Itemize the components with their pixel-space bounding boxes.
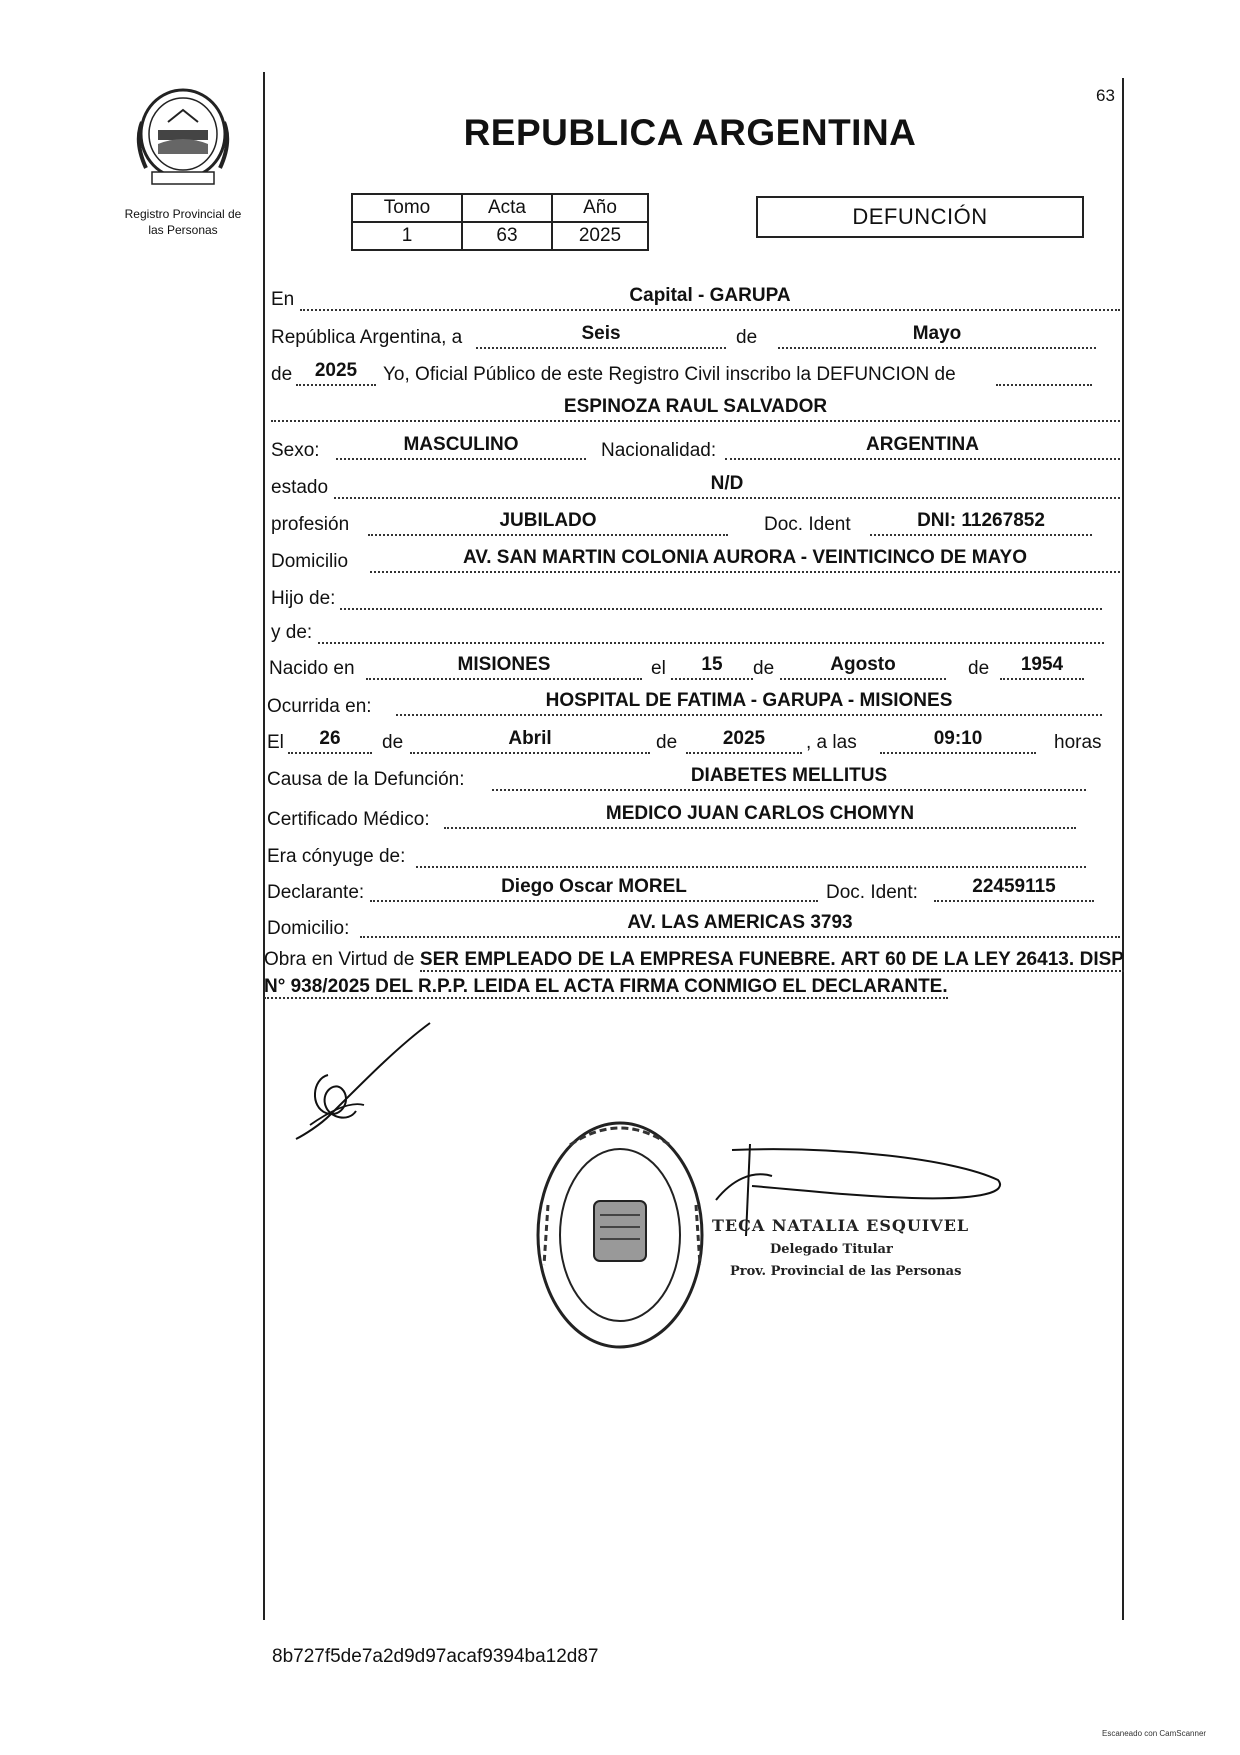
registry-label	[108, 206, 258, 238]
a-las-label: , a las	[806, 732, 857, 753]
de-prefix-label: de	[271, 364, 293, 385]
def-hora-field: 09:10	[880, 728, 1036, 754]
official-office-stamp: Prov. Provincial de las Personas	[730, 1264, 962, 1279]
y-de-label: y de:	[271, 622, 313, 643]
tomo-header: Tomo	[352, 194, 462, 222]
de-label: de	[736, 327, 758, 348]
domicilio-label: Domicilio	[271, 551, 349, 572]
y-de-field	[318, 618, 1104, 644]
hijo-de-label: Hijo de:	[271, 588, 336, 609]
en-label: En	[271, 289, 295, 310]
nacionalidad-label: Nacionalidad:	[601, 440, 717, 461]
nac-mes-field: Agosto	[780, 654, 946, 680]
nac-de-label: de	[753, 658, 775, 679]
obra-label: Obra en Virtud de	[264, 949, 415, 970]
acta-header: Acta	[462, 194, 552, 222]
record-type-box: DEFUNCIÓN	[756, 196, 1084, 238]
domicilio-field: AV. SAN MARTIN COLONIA AURORA - VEINTICINCO DE MAYO	[370, 547, 1120, 573]
ocurrida-en-label: Ocurrida en:	[267, 696, 372, 717]
profesion-field: JUBILADO	[368, 510, 728, 536]
anio-field: 2025	[296, 360, 376, 386]
conyuge-field	[416, 842, 1086, 868]
sexo-field: MASCULINO	[336, 434, 586, 460]
registry-label-line2: las Personas	[148, 223, 218, 237]
sexo-label: Sexo:	[271, 440, 320, 461]
misiones-emblem	[128, 82, 238, 192]
def-mes-field: Abril	[410, 728, 650, 754]
tomo-value: 1	[352, 222, 462, 250]
document-hash: 8b727f5de7a2d9d97acaf9394ba12d87	[272, 1646, 599, 1667]
declarante-doc-label: Doc. Ident:	[826, 882, 918, 903]
obra-paragraph	[264, 946, 1124, 1000]
mes-field: Mayo	[778, 323, 1096, 349]
left-margin-rule	[263, 72, 265, 1620]
nacido-en-label: Nacido en	[269, 658, 355, 679]
doc-field: DNI: 11267852	[870, 510, 1092, 536]
horas-label: horas	[1054, 732, 1102, 753]
def-de-label: de	[382, 732, 404, 753]
def-dia-field: 26	[288, 728, 372, 754]
el-cap-label: El	[267, 732, 284, 753]
anio-value: 2025	[552, 222, 648, 250]
acta-value: 63	[462, 222, 552, 250]
def-anio-field: 2025	[686, 728, 802, 754]
nacido-en-field: MISIONES	[366, 654, 642, 680]
official-name-stamp: TECA NATALIA ESQUIVEL	[712, 1216, 970, 1235]
inscribo-label: Yo, Oficial Público de este Registro Civil inscribo la DEFUNCION de	[383, 364, 956, 385]
causa-field: DIABETES MELLITUS	[492, 765, 1086, 791]
estado-label: estado	[271, 477, 329, 498]
estado-field: N/D	[334, 473, 1120, 499]
registry-label-line1: Registro Provincial de	[124, 207, 242, 221]
right-margin-rule	[1122, 78, 1124, 1620]
record-table-header-row	[352, 194, 648, 222]
certificado-label: Certificado Médico:	[267, 809, 430, 830]
declarante-domicilio-field: AV. LAS AMERICAS 3793	[360, 912, 1120, 938]
profesion-label: profesión	[271, 514, 350, 535]
el-label: el	[651, 658, 666, 679]
nac-de2-label: de	[968, 658, 990, 679]
nac-dia-field: 15	[671, 654, 753, 680]
official-role-stamp: Delegado Titular	[770, 1242, 893, 1257]
declarante-domicilio-label: Domicilio:	[267, 918, 350, 939]
republica-label: República Argentina, a	[271, 327, 463, 348]
declarant-signature	[290, 1015, 450, 1150]
nacionalidad-field: ARGENTINA	[725, 434, 1120, 460]
scanner-note: Escaneado con CamScanner	[1102, 1729, 1207, 1738]
official-round-seal	[530, 1115, 710, 1360]
page-title: REPUBLICA ARGENTINA	[463, 112, 917, 153]
doc-ident-label: Doc. Ident	[764, 514, 851, 535]
obra-field: SER EMPLEADO DE LA EMPRESA FUNEBRE. ART 60 DE LA LEY 26413. DISP N° 938/2025 DEL R.P.P. LEIDA EL ACTA FIRMA CONMIGO EL DECLARANTE.	[264, 949, 1124, 997]
record-table	[351, 193, 649, 251]
ocurrida-en-field: HOSPITAL DE FATIMA - GARUPA - MISIONES	[396, 690, 1102, 716]
certificado-field: MEDICO JUAN CARLOS CHOMYN	[444, 803, 1076, 829]
page-number: 63	[1096, 86, 1115, 105]
declarante-field: Diego Oscar MOREL	[370, 876, 818, 902]
nac-anio-field: 1954	[1000, 654, 1084, 680]
declarante-label: Declarante:	[267, 882, 365, 903]
def-de2-label: de	[656, 732, 678, 753]
nombre-field: ESPINOZA RAUL SALVADOR	[271, 396, 1120, 422]
causa-label: Causa de la Defunción:	[267, 769, 465, 790]
dia-field: Seis	[476, 323, 726, 349]
declarante-doc-field: 22459115	[934, 876, 1094, 902]
inscribo-tail-field	[996, 360, 1092, 386]
lugar-field: Capital - GARUPA	[300, 285, 1120, 311]
record-table-value-row	[352, 222, 648, 250]
hijo-de-field	[340, 584, 1102, 610]
anio-header: Año	[552, 194, 648, 222]
conyuge-label: Era cónyuge de:	[267, 846, 406, 867]
